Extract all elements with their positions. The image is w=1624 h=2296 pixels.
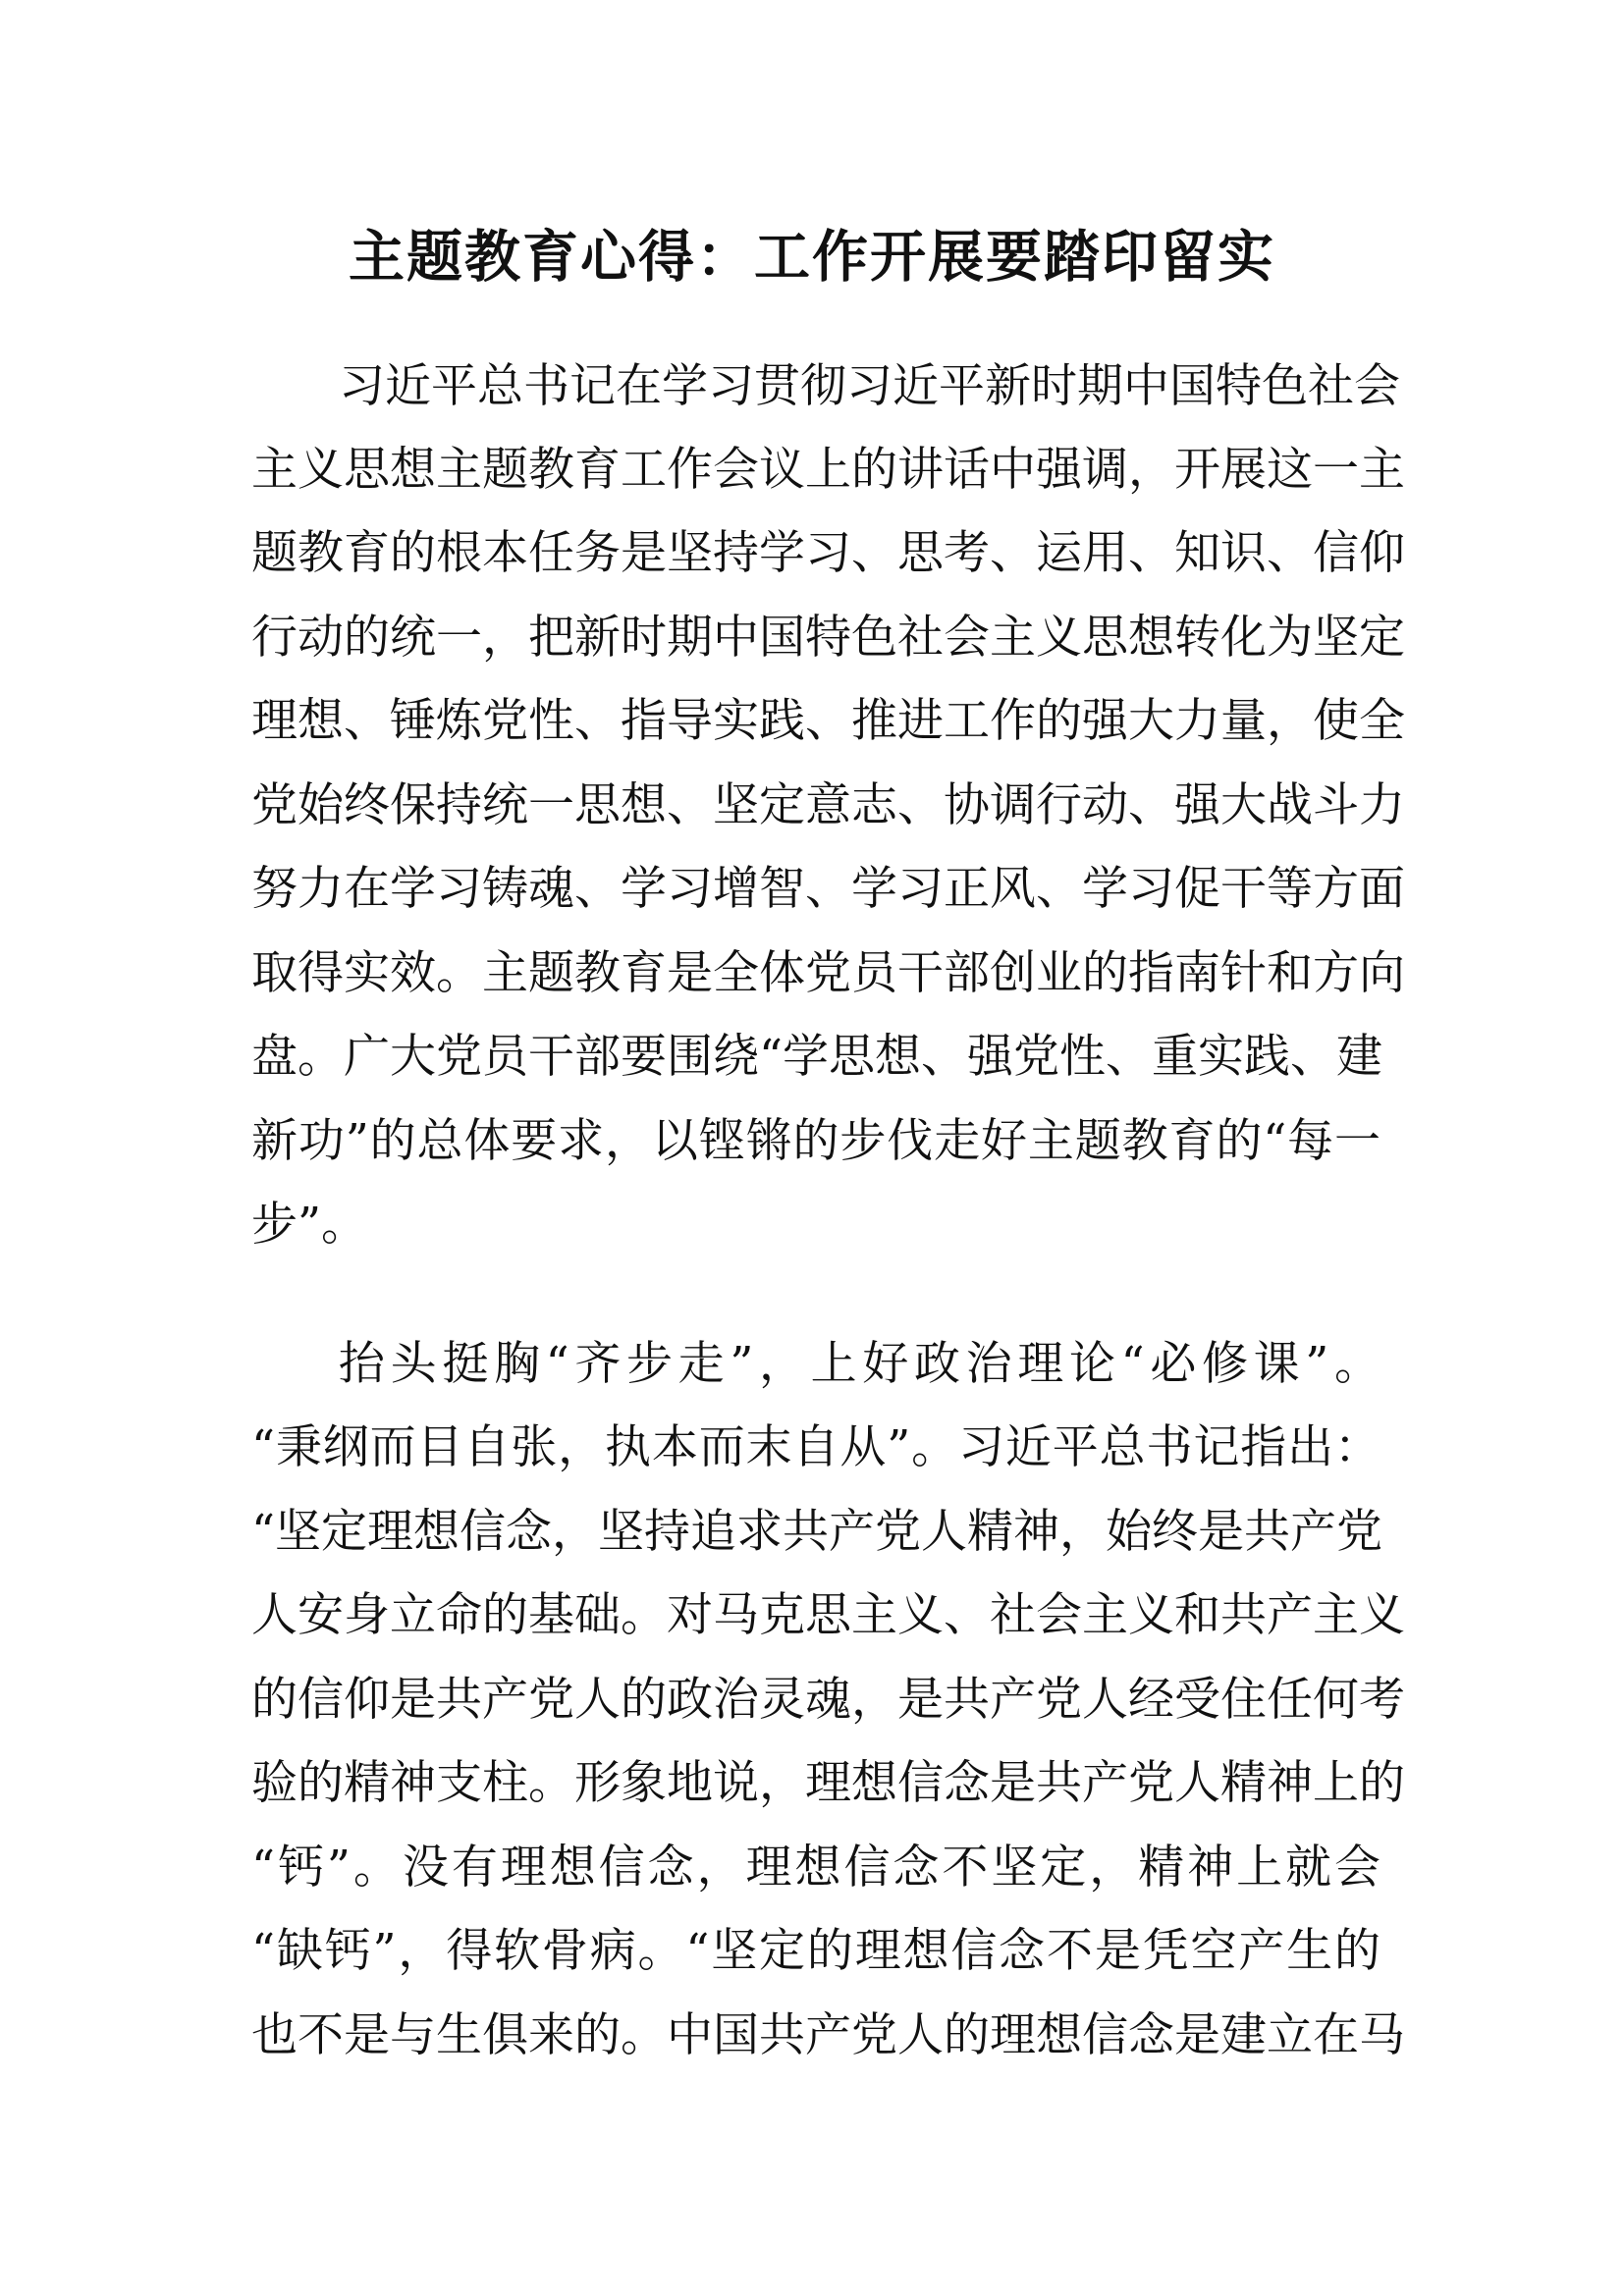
- paragraph-line: 抬头挺胸“齐步走”，上好政治理论“必修课”。: [339, 1337, 1380, 1391]
- paragraph-line: “秉纲而目自张，执本而末自从”。习近平总书记指出：: [251, 1420, 1380, 1474]
- paragraph-line: 步”。: [251, 1198, 368, 1252]
- paragraph-line: 的信仰是共产党人的政治灵魂，是共产党人经受住任何考: [251, 1673, 1405, 1727]
- paragraph-line: 努力在学习铸魂、学习增智、学习正风、学习促干等方面: [251, 862, 1405, 916]
- paragraph-line: 党始终保持统一思想、坚定意志、协调行动、强大战斗力: [251, 778, 1405, 832]
- paragraph-line: 习近平总书记在学习贯彻习近平新时期中国特色社会: [339, 359, 1400, 413]
- paragraph-line: 也不是与生俱来的。中国共产党人的理想信念是建立在马: [251, 2008, 1405, 2062]
- paragraph-line: 理想、锤炼党性、指导实践、推进工作的强大力量，使全: [251, 694, 1405, 748]
- paragraph-line: 新功”的总体要求，以铿锵的步伐走好主题教育的“每一: [251, 1114, 1380, 1168]
- document-title: 主题教育心得：工作开展要踏印留实: [349, 225, 1275, 290]
- paragraph-line: “缺钙”，得软骨病。“坚定的理想信念不是凭空产生的: [251, 1924, 1380, 1978]
- paragraph-line: 行动的统一，把新时期中国特色社会主义思想转化为坚定: [251, 611, 1405, 665]
- paragraph-line: 主义思想主题教育工作会议上的讲话中强调，开展这一主: [251, 443, 1405, 497]
- paragraph-line: 题教育的根本任务是坚持学习、思考、运用、知识、信仰: [251, 526, 1405, 580]
- paragraph-line: 人安身立命的基础。对马克思主义、社会主义和共产主义: [251, 1588, 1405, 1642]
- paragraph-line: “坚定理想信念，坚持追求共产党人精神，始终是共产党: [251, 1505, 1383, 1559]
- paragraph-line: 盘。广大党员干部要围绕“学思想、强党性、重实践、建: [251, 1030, 1383, 1084]
- paragraph-line: 验的精神支柱。形象地说，理想信念是共产党人精神上的: [251, 1756, 1405, 1810]
- paragraph-line: 取得实效。主题教育是全体党员干部创业的指南针和方向: [251, 946, 1405, 1000]
- paragraph-line: “钙”。没有理想信念，理想信念不坚定，精神上就会: [251, 1841, 1380, 1895]
